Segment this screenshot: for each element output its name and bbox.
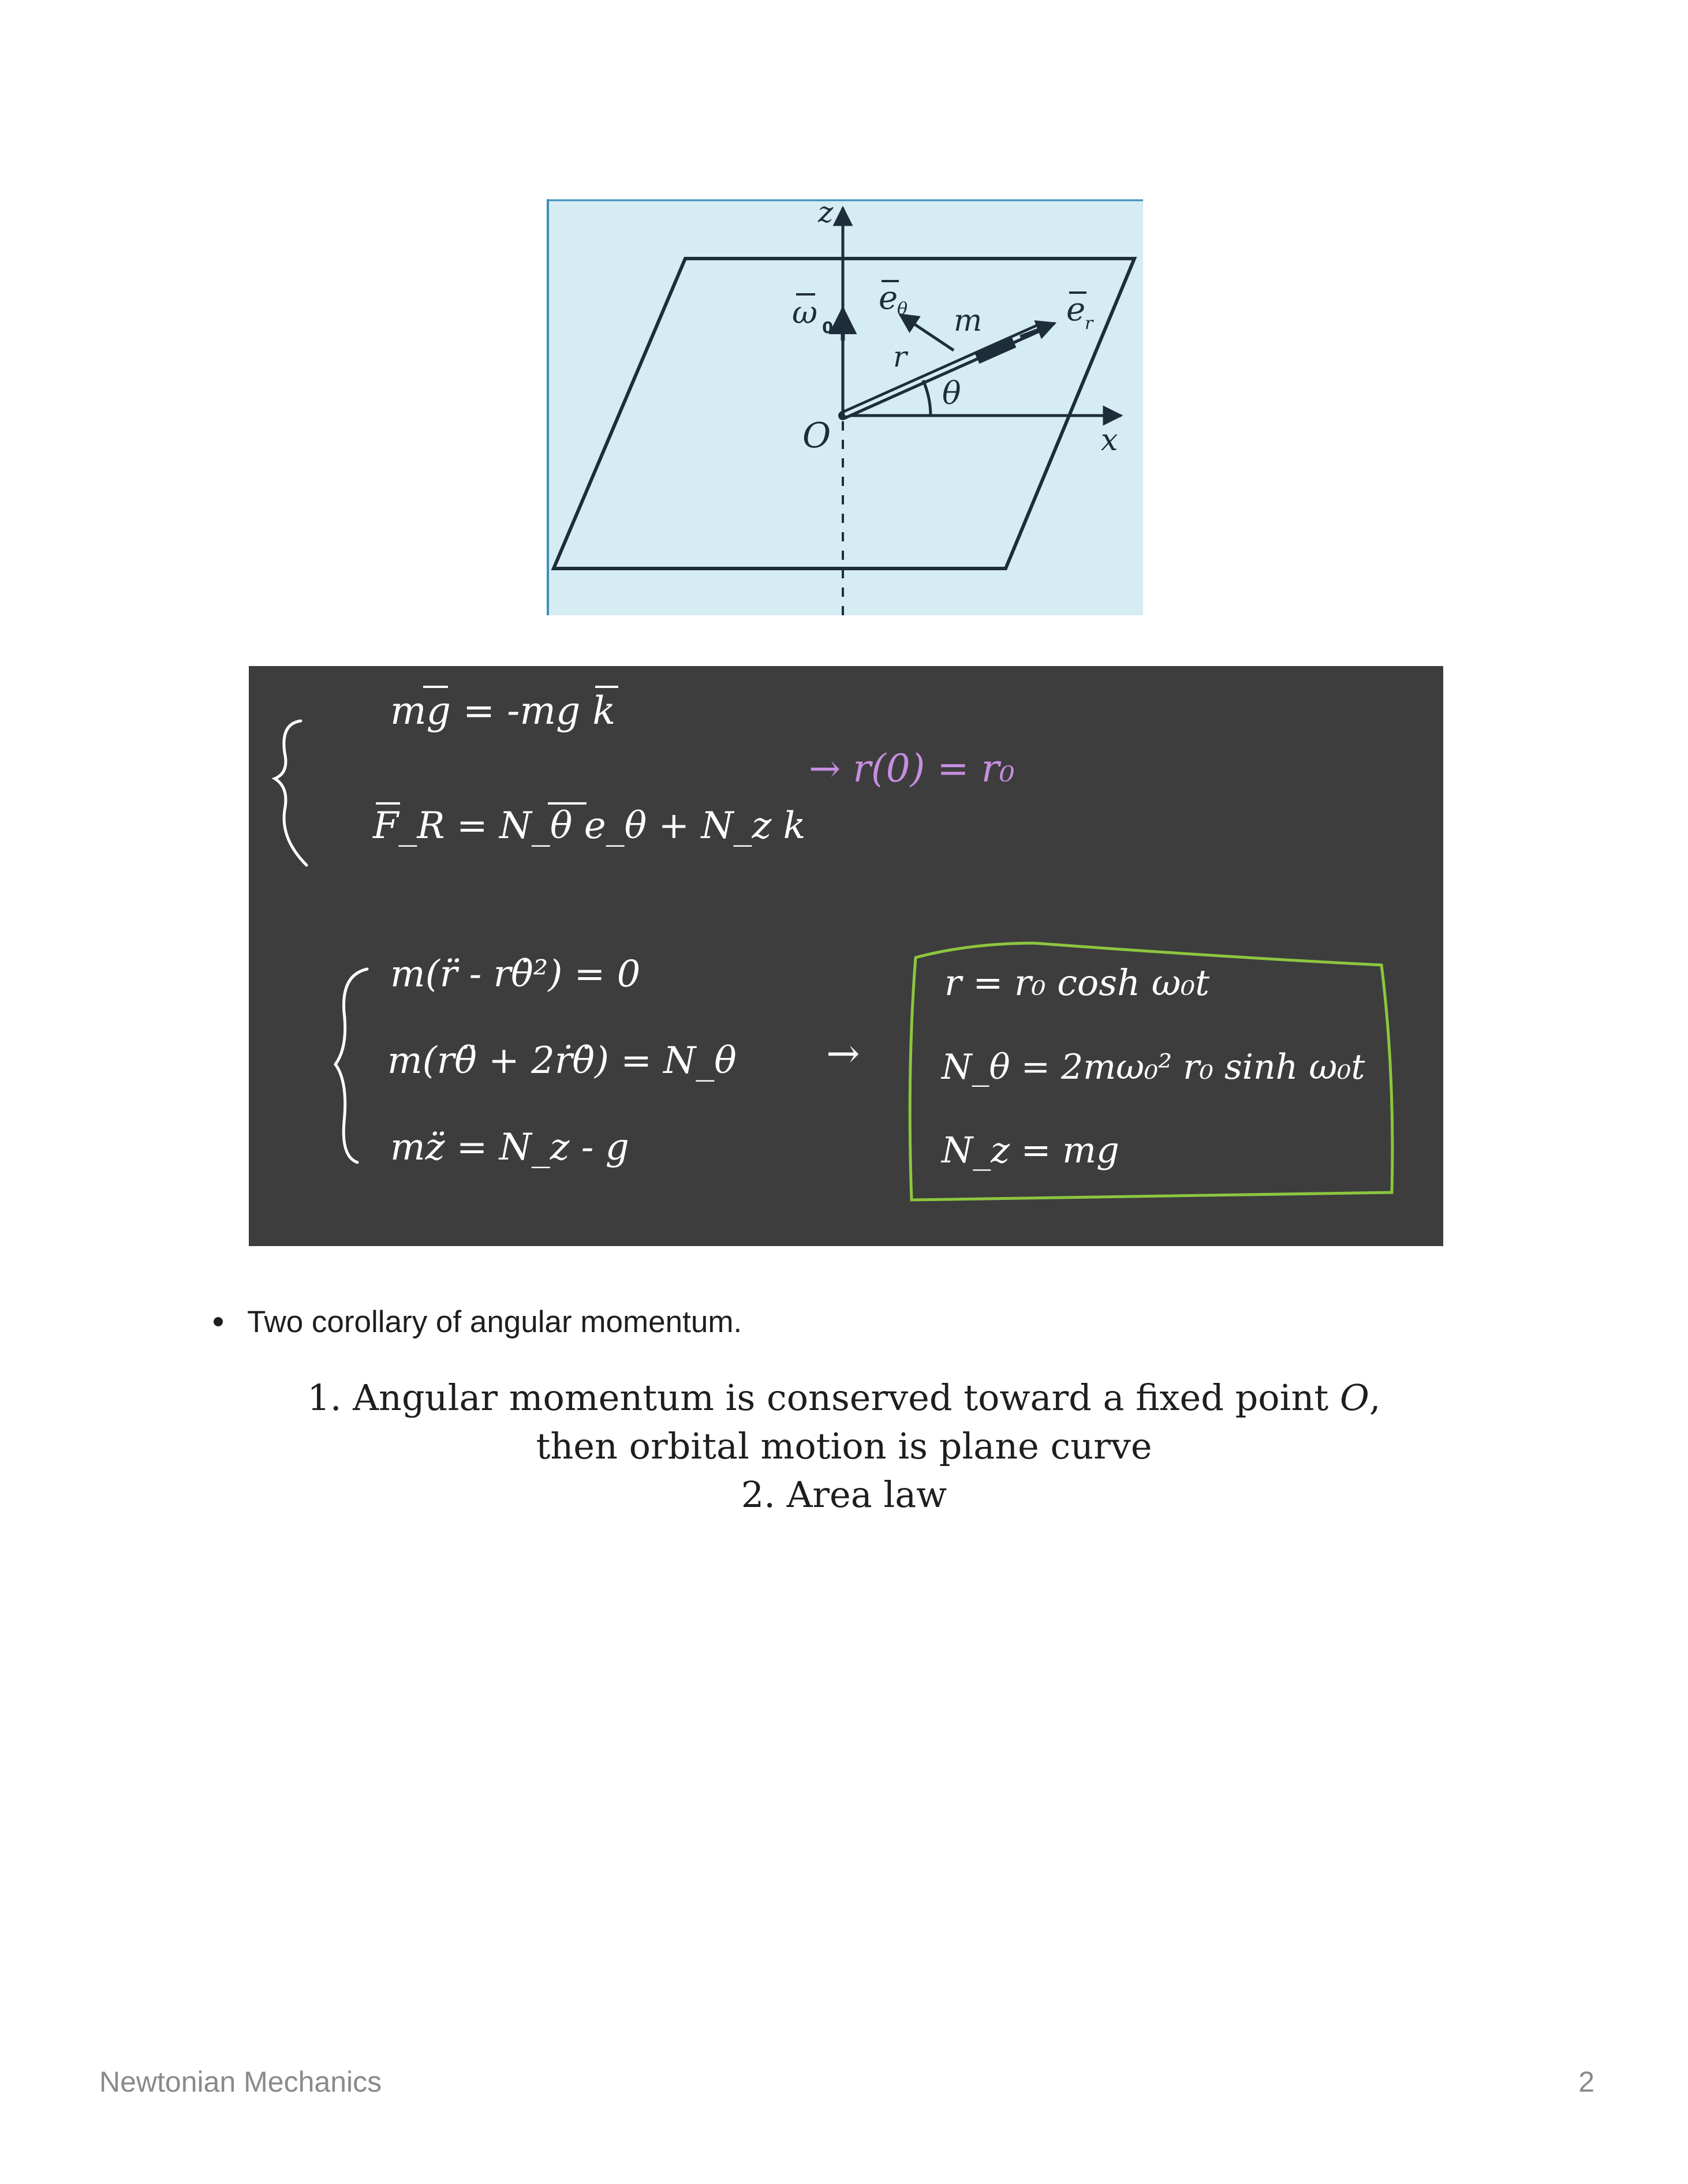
- e-theta-label: e: [879, 279, 898, 317]
- lower-brace: [335, 969, 367, 1162]
- bullet-dot: [214, 1317, 223, 1326]
- math-line-2: then orbital motion is plane curve: [536, 1425, 1152, 1467]
- sol-r: r = r₀ cosh ω₀t: [944, 962, 1210, 1004]
- figure-background: [547, 199, 1143, 615]
- math-line-1-var: O: [1340, 1377, 1369, 1419]
- angle-label: θ: [942, 375, 961, 412]
- math-line-1: [0, 1374, 1688, 1422]
- footer-title: Newtonian Mechanics: [99, 2066, 382, 2098]
- x-label: x: [1101, 423, 1118, 458]
- bullet-text: Two corollary of angular momentum.: [247, 1304, 742, 1339]
- origin-label: O: [802, 416, 831, 456]
- blackboard-notes: [249, 666, 1443, 1246]
- math-line-3: 2. Area law: [741, 1474, 947, 1516]
- mass-label: m: [954, 304, 983, 338]
- eq-vertical: mz̈ = N_z - g: [390, 1126, 629, 1169]
- e-r-sub-label: r: [1085, 313, 1093, 334]
- math-block: [0, 1374, 1688, 1519]
- math-line-1-post: ,: [1369, 1377, 1381, 1419]
- e-theta-sub-label: θ: [897, 299, 908, 319]
- bullet-item: [214, 1299, 742, 1345]
- math-line-1-text: 1. Angular momentum is conserved toward a fixed point: [307, 1377, 1340, 1419]
- rotating-rod-figure: [547, 199, 1143, 615]
- omega-label: ω: [792, 294, 818, 331]
- implies-arrow: →: [826, 1030, 860, 1077]
- top-brace: [275, 721, 307, 865]
- eq-gravity: mg = -mg k: [390, 689, 616, 733]
- omega-sub-label: 0: [822, 318, 834, 337]
- eq-radial: m(r̈ - rθ̇²) = 0: [390, 953, 641, 996]
- z-label: z: [818, 199, 834, 229]
- eq-initial: → r(0) = r₀: [809, 746, 1015, 791]
- sol-nz: N_z = mg: [942, 1129, 1119, 1171]
- e-r-label: e: [1066, 291, 1086, 328]
- eq-tangential: m(rθ̈ + 2ṙθ̇) = N_θ: [387, 1039, 737, 1082]
- page-number: 2: [1578, 2066, 1594, 2098]
- radius-label: r: [893, 340, 907, 373]
- sol-ntheta: N_θ = 2mω₀² r₀ sinh ω₀t: [942, 1047, 1365, 1087]
- eq-force: F_R = N_θ e_θ + N_z k: [373, 805, 806, 847]
